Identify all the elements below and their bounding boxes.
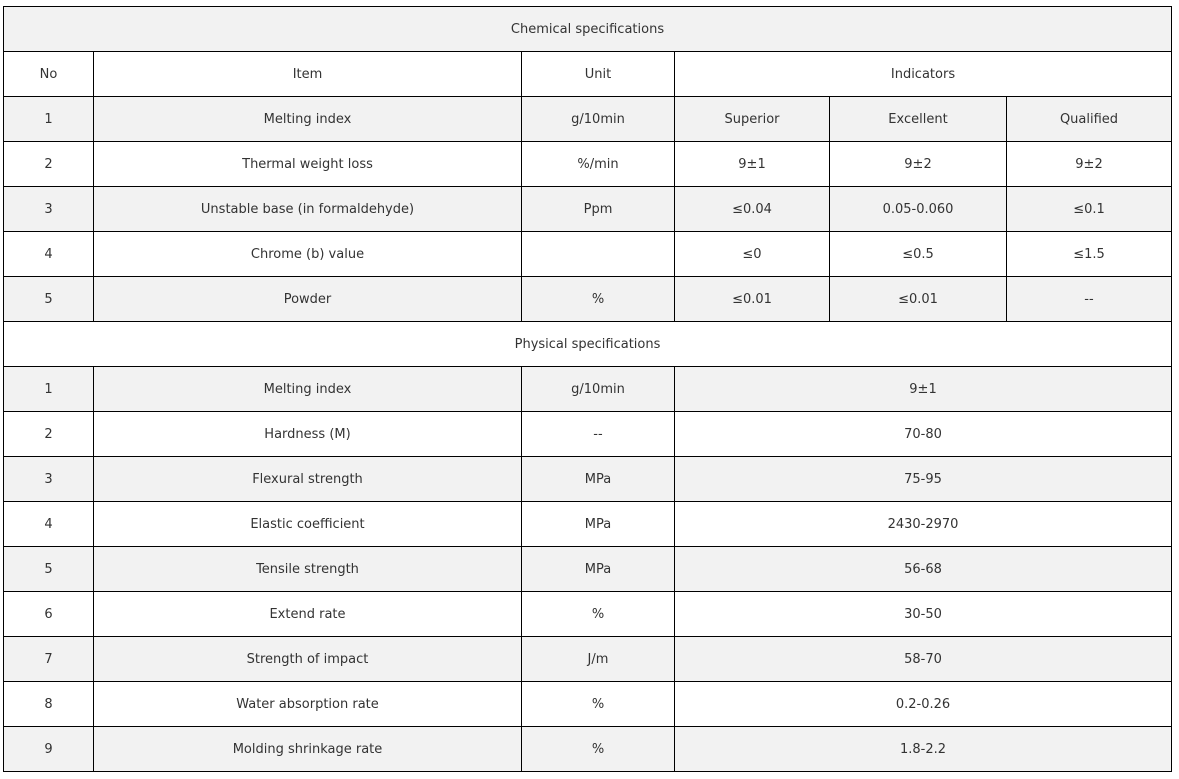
header-unit: Unit bbox=[522, 52, 675, 97]
row-item: Hardness (M) bbox=[94, 412, 522, 457]
row-item: Chrome (b) value bbox=[94, 232, 522, 277]
row-qualified: Qualified bbox=[1007, 97, 1172, 142]
row-excellent: Excellent bbox=[830, 97, 1007, 142]
row-excellent: ≤0.01 bbox=[830, 277, 1007, 322]
table-row bbox=[4, 727, 1172, 772]
row-unit: % bbox=[522, 682, 675, 727]
specifications-table bbox=[3, 6, 1172, 772]
row-item: Flexural strength bbox=[94, 457, 522, 502]
row-value: 75-95 bbox=[675, 457, 1172, 502]
row-qualified: ≤1.5 bbox=[1007, 232, 1172, 277]
row-superior: 9±1 bbox=[675, 142, 830, 187]
table-header-row bbox=[4, 52, 1172, 97]
row-excellent: 9±2 bbox=[830, 142, 1007, 187]
row-item: Unstable base (in formaldehyde) bbox=[94, 187, 522, 232]
row-value: 70-80 bbox=[675, 412, 1172, 457]
row-item: Tensile strength bbox=[94, 547, 522, 592]
table-row bbox=[4, 412, 1172, 457]
table-row bbox=[4, 142, 1172, 187]
table-row bbox=[4, 457, 1172, 502]
table-row bbox=[4, 502, 1172, 547]
row-unit: % bbox=[522, 592, 675, 637]
row-unit: % bbox=[522, 727, 675, 772]
row-no: 1 bbox=[4, 367, 94, 412]
table-row bbox=[4, 232, 1172, 277]
row-superior: ≤0.01 bbox=[675, 277, 830, 322]
row-excellent: 0.05-0.060 bbox=[830, 187, 1007, 232]
row-no: 2 bbox=[4, 412, 94, 457]
row-item: Molding shrinkage rate bbox=[94, 727, 522, 772]
row-qualified: ≤0.1 bbox=[1007, 187, 1172, 232]
row-unit: J/m bbox=[522, 637, 675, 682]
row-value: 56-68 bbox=[675, 547, 1172, 592]
row-no: 4 bbox=[4, 232, 94, 277]
row-item: Powder bbox=[94, 277, 522, 322]
chemical-section-title: Chemical specifications bbox=[4, 7, 1172, 52]
row-no: 6 bbox=[4, 592, 94, 637]
row-no: 7 bbox=[4, 637, 94, 682]
row-item: Water absorption rate bbox=[94, 682, 522, 727]
row-unit: g/10min bbox=[522, 367, 675, 412]
row-unit: Ppm bbox=[522, 187, 675, 232]
chemical-title-row bbox=[4, 7, 1172, 52]
row-no: 8 bbox=[4, 682, 94, 727]
row-value: 58-70 bbox=[675, 637, 1172, 682]
table-row bbox=[4, 547, 1172, 592]
header-no: No bbox=[4, 52, 94, 97]
table-row bbox=[4, 592, 1172, 637]
table-row bbox=[4, 682, 1172, 727]
row-item: Melting index bbox=[94, 97, 522, 142]
header-indicators: Indicators bbox=[675, 52, 1172, 97]
row-item: Melting index bbox=[94, 367, 522, 412]
row-no: 4 bbox=[4, 502, 94, 547]
row-superior: Superior bbox=[675, 97, 830, 142]
row-excellent: ≤0.5 bbox=[830, 232, 1007, 277]
row-no: 9 bbox=[4, 727, 94, 772]
row-no: 3 bbox=[4, 457, 94, 502]
row-no: 5 bbox=[4, 277, 94, 322]
row-qualified: -- bbox=[1007, 277, 1172, 322]
row-value: 2430-2970 bbox=[675, 502, 1172, 547]
row-no: 1 bbox=[4, 97, 94, 142]
row-value: 30-50 bbox=[675, 592, 1172, 637]
row-value: 0.2-0.26 bbox=[675, 682, 1172, 727]
row-unit: %/min bbox=[522, 142, 675, 187]
row-item: Strength of impact bbox=[94, 637, 522, 682]
row-no: 5 bbox=[4, 547, 94, 592]
row-unit bbox=[522, 232, 675, 277]
row-value: 9±1 bbox=[675, 367, 1172, 412]
table-row bbox=[4, 97, 1172, 142]
table-row bbox=[4, 187, 1172, 232]
row-unit: MPa bbox=[522, 502, 675, 547]
row-superior: ≤0 bbox=[675, 232, 830, 277]
row-unit: -- bbox=[522, 412, 675, 457]
physical-section-title: Physical specifications bbox=[4, 322, 1172, 367]
row-unit: g/10min bbox=[522, 97, 675, 142]
row-qualified: 9±2 bbox=[1007, 142, 1172, 187]
header-item: Item bbox=[94, 52, 522, 97]
table-row bbox=[4, 367, 1172, 412]
row-value: 1.8-2.2 bbox=[675, 727, 1172, 772]
row-unit: MPa bbox=[522, 547, 675, 592]
physical-title-row bbox=[4, 322, 1172, 367]
row-no: 3 bbox=[4, 187, 94, 232]
row-unit: % bbox=[522, 277, 675, 322]
table-row bbox=[4, 637, 1172, 682]
row-unit: MPa bbox=[522, 457, 675, 502]
table-row bbox=[4, 277, 1172, 322]
row-item: Elastic coefficient bbox=[94, 502, 522, 547]
row-item: Extend rate bbox=[94, 592, 522, 637]
row-no: 2 bbox=[4, 142, 94, 187]
row-item: Thermal weight loss bbox=[94, 142, 522, 187]
row-superior: ≤0.04 bbox=[675, 187, 830, 232]
